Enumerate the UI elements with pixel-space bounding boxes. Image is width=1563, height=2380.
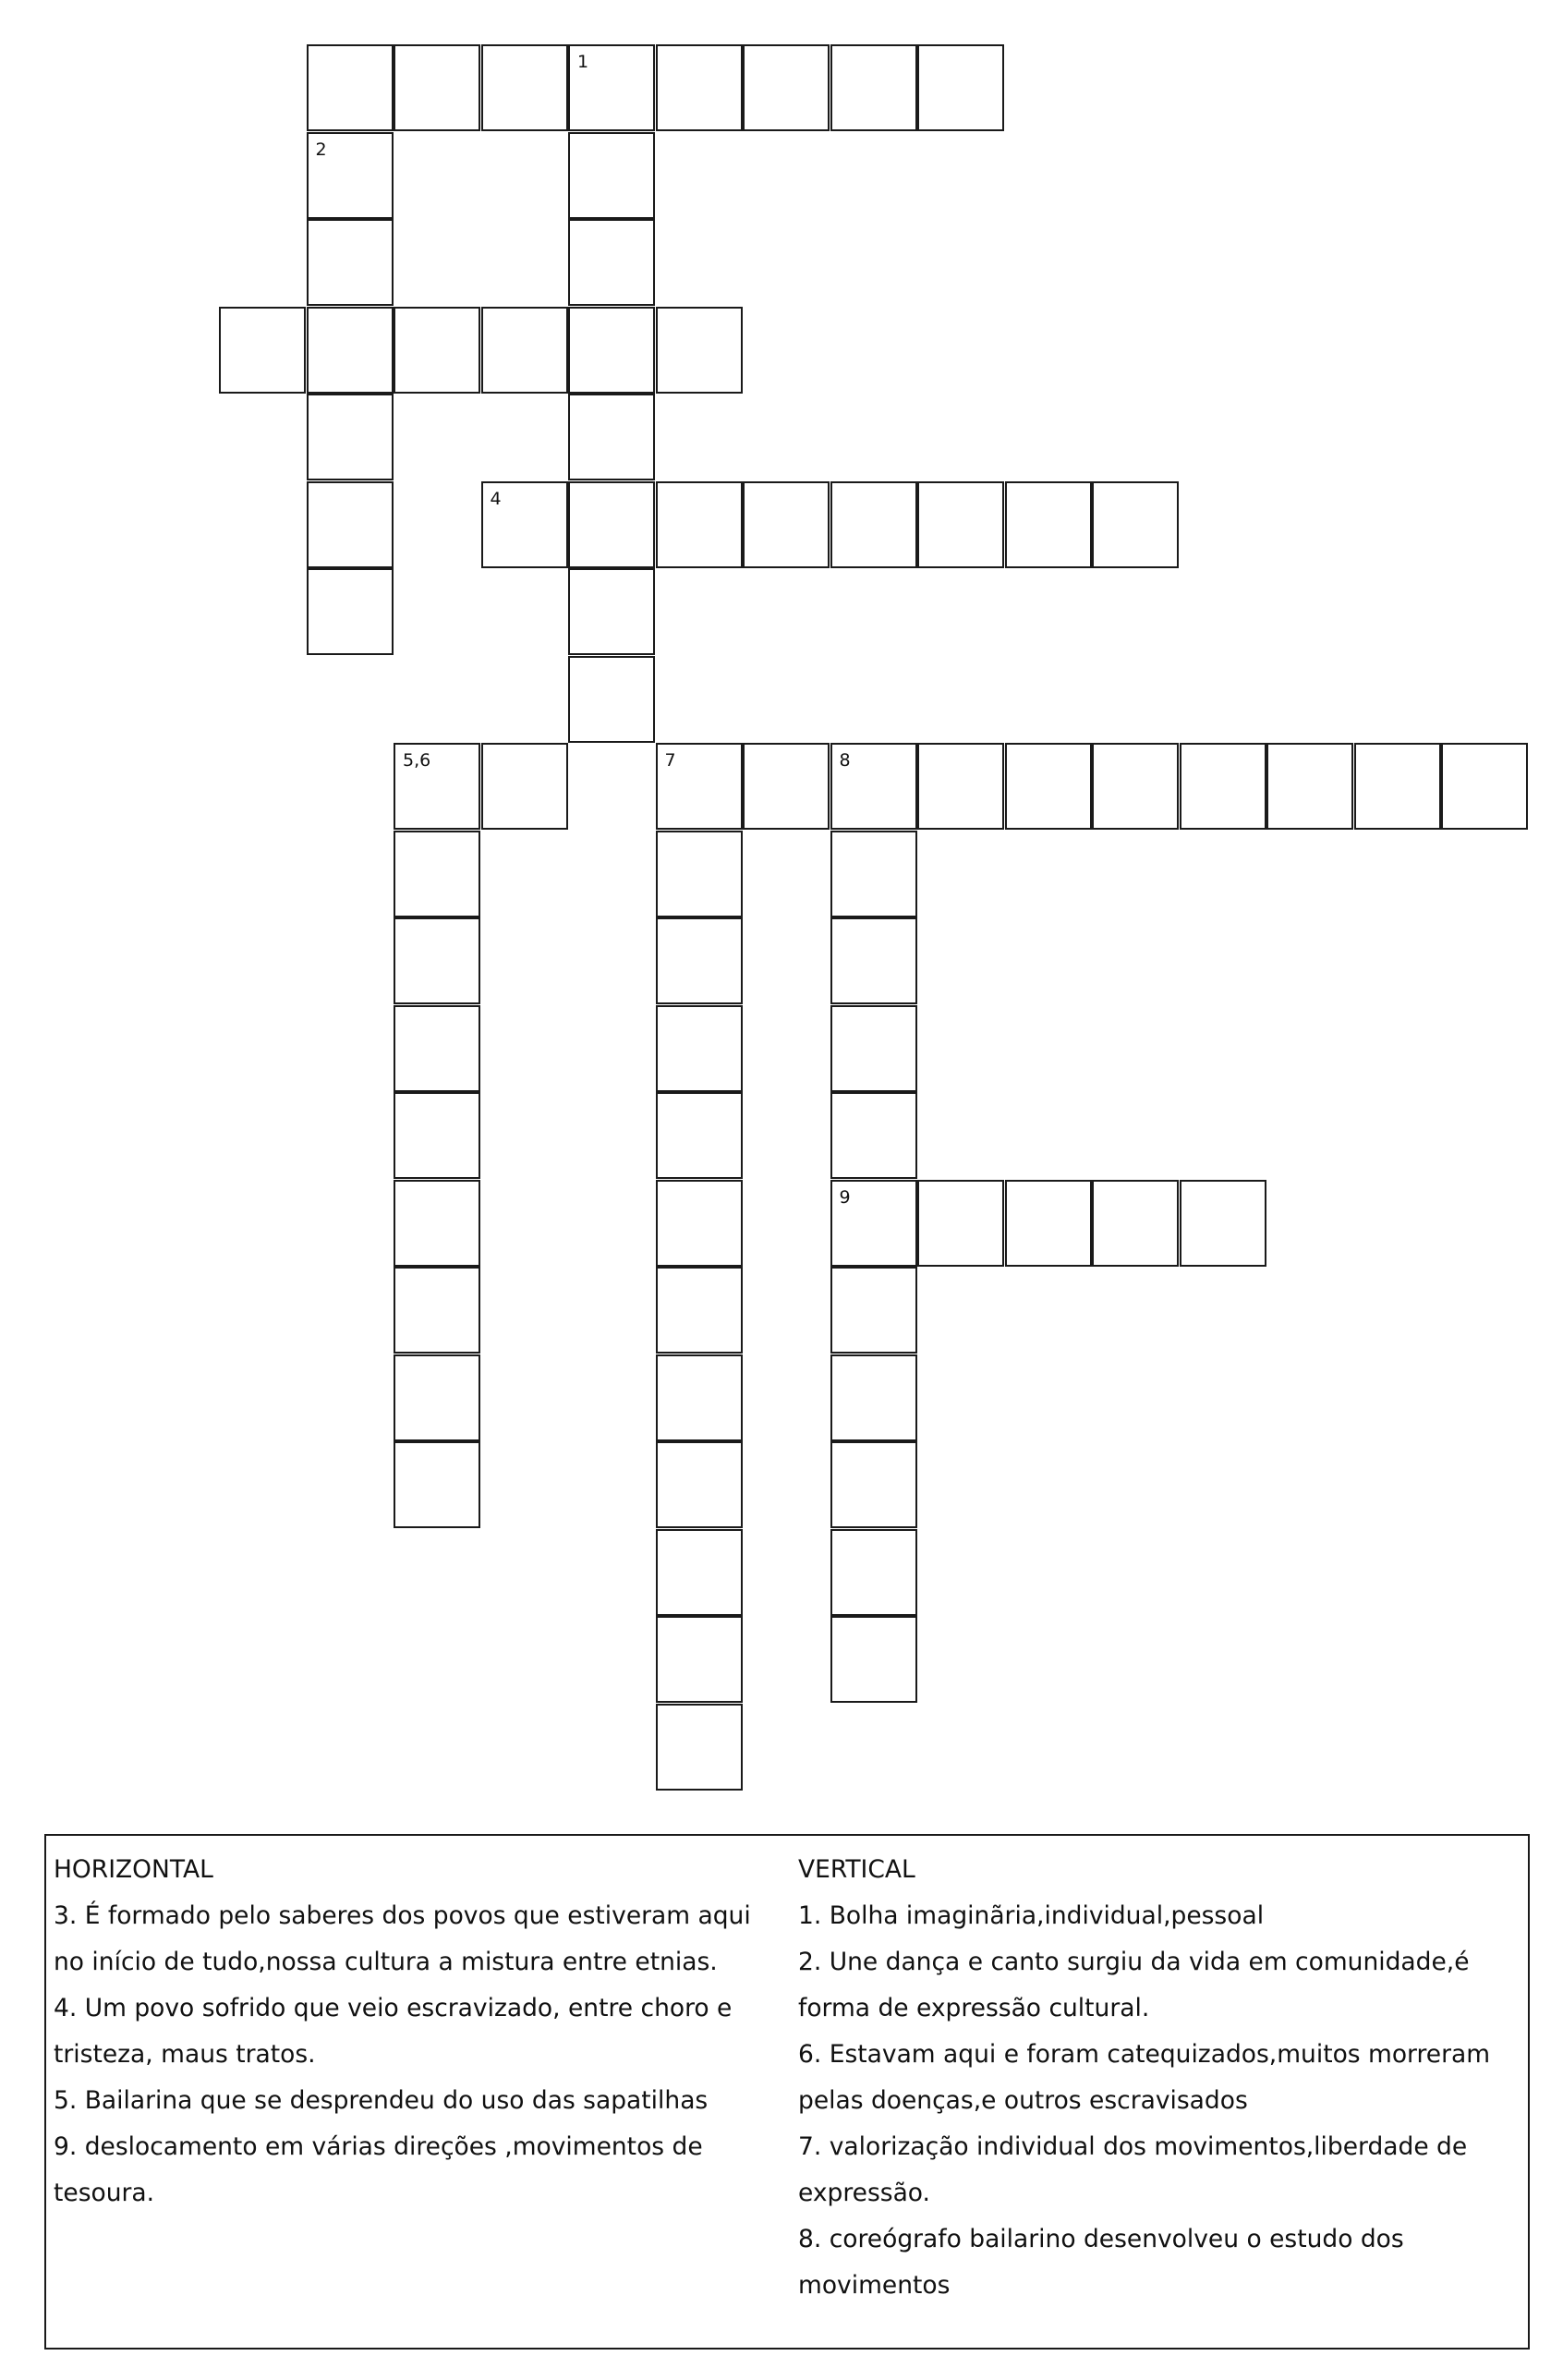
crossword-cell[interactable] <box>830 1005 917 1092</box>
crossword-cell[interactable] <box>568 568 655 655</box>
clue-horizontal-3: 3. É formado pelo saberes dos povos que estiveram aqui no início de tudo,nossa cultura a mistura entre etnias. <box>54 1901 751 1976</box>
crossword-cell[interactable] <box>481 481 568 568</box>
crossword-cell[interactable] <box>830 831 917 917</box>
clue-horizontal-4: 4. Um povo sofrido que veio escravizado, entre choro e tristeza, maus tratos. <box>54 1994 733 2069</box>
crossword-cell[interactable] <box>568 481 655 568</box>
crossword-cell[interactable] <box>307 307 394 394</box>
crossword-cell[interactable] <box>394 307 480 394</box>
crossword-cell[interactable] <box>1441 743 1528 830</box>
clue-vertical-7: 7. valorização individual dos movimentos,liberdade de expressão. <box>798 2132 1468 2207</box>
crossword-cell[interactable] <box>1005 1180 1092 1267</box>
crossword-cell[interactable] <box>1266 743 1353 830</box>
crossword-cell[interactable] <box>830 917 917 1004</box>
clues-box <box>44 1834 1530 2350</box>
crossword-cell[interactable] <box>830 1267 917 1354</box>
crossword-cell[interactable] <box>1354 743 1441 830</box>
crossword-cell[interactable] <box>917 1180 1004 1267</box>
crossword-cell[interactable] <box>656 917 743 1004</box>
clue-horizontal-5: 5. Bailarina que se desprendeu do uso das sapatilhas <box>54 2086 709 2115</box>
vertical-heading: VERTICAL <box>798 1855 915 1884</box>
crossword-cell[interactable] <box>394 1441 480 1528</box>
clue-number: 7 <box>664 750 676 771</box>
crossword-cell[interactable] <box>743 743 830 830</box>
crossword-cell[interactable] <box>394 917 480 1004</box>
crossword-cell[interactable] <box>656 481 743 568</box>
crossword-cell[interactable] <box>1092 1180 1179 1267</box>
clue-vertical-6: 6. Estavam aqui e foram catequizados,muitos morreram pelas doenças,e outros escravisados <box>798 2040 1491 2115</box>
crossword-cell[interactable] <box>394 1180 480 1267</box>
crossword-cell[interactable] <box>830 44 917 131</box>
crossword-cell[interactable] <box>656 1704 743 1791</box>
crossword-cell[interactable] <box>1180 1180 1266 1267</box>
crossword-cell[interactable] <box>917 44 1004 131</box>
crossword-cell[interactable] <box>394 1354 480 1441</box>
crossword-cell[interactable] <box>656 743 743 830</box>
crossword-cell[interactable] <box>830 1092 917 1179</box>
crossword-cell[interactable] <box>917 743 1004 830</box>
clue-vertical-8: 8. coreógrafo bailarino desenvolveu o estudo dos movimentos <box>798 2225 1404 2300</box>
crossword-cell[interactable] <box>830 1441 917 1528</box>
crossword-cell[interactable] <box>1180 743 1266 830</box>
crossword-cell[interactable] <box>568 132 655 219</box>
crossword-cell[interactable] <box>656 1005 743 1092</box>
crossword-cell[interactable] <box>917 481 1004 568</box>
crossword-cell[interactable] <box>568 44 655 131</box>
crossword-cell[interactable] <box>830 1354 917 1441</box>
crossword-cell[interactable] <box>656 1354 743 1441</box>
horizontal-clues <box>54 1847 783 2216</box>
crossword-cell[interactable] <box>656 307 743 394</box>
crossword-cell[interactable] <box>394 1267 480 1354</box>
vertical-clues <box>798 1847 1519 2309</box>
crossword-cell[interactable] <box>481 307 568 394</box>
clue-number: 9 <box>839 1186 851 1208</box>
crossword-cell[interactable] <box>830 1180 917 1267</box>
crossword-cell[interactable] <box>307 219 394 306</box>
clue-horizontal-9: 9. deslocamento em várias direções ,movimentos de tesoura. <box>54 2132 703 2207</box>
crossword-cell[interactable] <box>394 743 480 830</box>
clue-vertical-1: 1. Bolha imaginãria,individual,pessoal <box>798 1901 1265 1930</box>
crossword-cell[interactable] <box>1005 481 1092 568</box>
crossword-cell[interactable] <box>307 44 394 131</box>
crossword-cell[interactable] <box>307 481 394 568</box>
crossword-cell[interactable] <box>307 568 394 655</box>
crossword-cell[interactable] <box>481 743 568 830</box>
crossword-cell[interactable] <box>394 1005 480 1092</box>
crossword-cell[interactable] <box>656 1092 743 1179</box>
crossword-cell[interactable] <box>656 1180 743 1267</box>
crossword-cell[interactable] <box>568 656 655 743</box>
crossword-cell[interactable] <box>568 307 655 394</box>
clue-number: 8 <box>839 750 851 771</box>
crossword-cell[interactable] <box>743 481 830 568</box>
crossword-cell[interactable] <box>830 1529 917 1616</box>
crossword-cell[interactable] <box>394 831 480 917</box>
crossword-cell[interactable] <box>481 44 568 131</box>
crossword-cell[interactable] <box>1092 481 1179 568</box>
crossword-cell[interactable] <box>656 1529 743 1616</box>
crossword-cell[interactable] <box>656 1267 743 1354</box>
crossword-cell[interactable] <box>307 132 394 219</box>
crossword-cell[interactable] <box>394 1092 480 1179</box>
horizontal-heading: HORIZONTAL <box>54 1855 213 1884</box>
clue-number: 5,6 <box>403 750 431 771</box>
crossword-cell[interactable] <box>656 831 743 917</box>
clue-number: 2 <box>315 139 327 160</box>
crossword-cell[interactable] <box>656 1441 743 1528</box>
crossword-cell[interactable] <box>1092 743 1179 830</box>
crossword-cell[interactable] <box>743 44 830 131</box>
crossword-cell[interactable] <box>394 44 480 131</box>
crossword-cell[interactable] <box>656 44 743 131</box>
crossword-cell[interactable] <box>830 1616 917 1703</box>
crossword-cell[interactable] <box>1005 743 1092 830</box>
crossword-cell[interactable] <box>830 481 917 568</box>
crossword-cell[interactable] <box>568 219 655 306</box>
crossword-cell[interactable] <box>307 394 394 480</box>
crossword-cell[interactable] <box>656 1616 743 1703</box>
clue-number: 1 <box>577 52 589 72</box>
clue-number: 4 <box>490 488 502 509</box>
crossword-cell[interactable] <box>219 307 306 394</box>
crossword-cell[interactable] <box>830 743 917 830</box>
crossword-cell[interactable] <box>568 394 655 480</box>
clue-vertical-2: 2. Une dança e canto surgiu da vida em comunidade,é forma de expressão cultural. <box>798 1948 1470 2022</box>
